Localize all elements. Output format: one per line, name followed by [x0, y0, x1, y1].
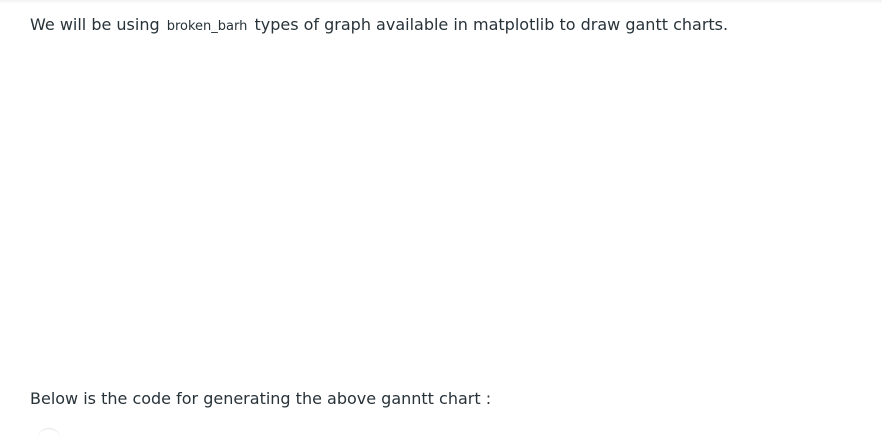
- intro-paragraph: [30, 14, 728, 38]
- gantt-chart-image-area: [30, 46, 870, 376]
- inline-code-broken-barh: broken_barh: [166, 19, 248, 34]
- code-block-edge: [37, 428, 61, 441]
- code-intro-paragraph: Below is the code for generating the above ganntt chart :: [30, 389, 492, 408]
- intro-text-end: types of graph available in matplotlib to draw gantt charts.: [249, 15, 729, 34]
- intro-text-start: We will be using: [30, 15, 165, 34]
- top-divider: [0, 0, 882, 4]
